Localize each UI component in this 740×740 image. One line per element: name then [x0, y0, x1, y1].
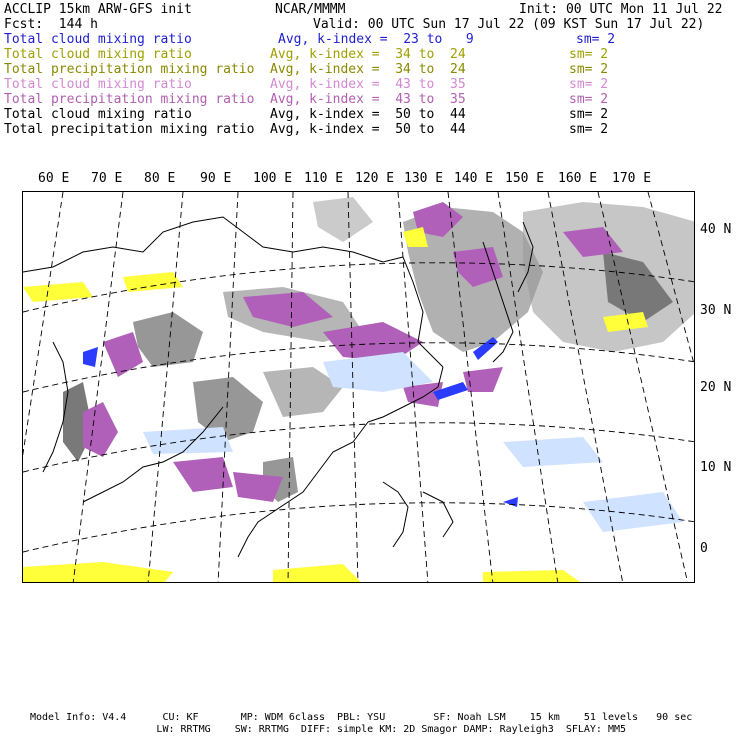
field-sm: sm= 2	[569, 62, 609, 77]
map-canvas	[23, 192, 695, 583]
field-row	[4, 32, 736, 47]
lon-label: 160 E	[558, 171, 598, 186]
lat-label: 0	[700, 541, 708, 556]
field-avg: Avg, k-index = 43 to 35	[270, 92, 466, 107]
map-panel	[22, 191, 695, 583]
field-name: Total cloud mixing ratio	[4, 47, 192, 62]
lon-label: 150 E	[505, 171, 545, 186]
field-row	[4, 77, 736, 92]
lon-label: 70 E	[91, 171, 123, 186]
lat-label: 40 N	[700, 222, 732, 237]
field-sm: sm= 2	[569, 92, 609, 107]
forecast-hour: Fcst: 144 h	[4, 17, 98, 32]
model-info-line2: LW: RRTMG SW: RRTMG DIFF: simple KM: 2D Smagor DAMP: Rayleigh3 SFLAY: MM5	[30, 724, 627, 735]
field-name: Total cloud mixing ratio	[4, 77, 192, 92]
lon-label: 110 E	[304, 171, 344, 186]
lon-label: 90 E	[200, 171, 232, 186]
lon-label: 120 E	[355, 171, 395, 186]
field-sm: sm= 2	[569, 107, 609, 122]
field-row	[4, 92, 736, 107]
lat-label: 30 N	[700, 303, 732, 318]
field-sm: sm= 2	[569, 122, 609, 137]
field-row	[4, 107, 736, 122]
lat-label: 10 N	[700, 460, 732, 475]
field-avg: Avg, k-index = 50 to 44	[270, 122, 466, 137]
field-name: Total cloud mixing ratio	[4, 32, 192, 47]
field-name: Total precipitation mixing ratio	[4, 92, 255, 107]
model-info-line1: Model Info: V4.4 CU: KF MP: WDM 6class PBL: YSU SF: Noah LSM 15 km 51 levels 90 sec	[30, 712, 693, 723]
lat-label: 20 N	[700, 380, 732, 395]
field-avg: Avg, k-index = 50 to 44	[270, 107, 466, 122]
field-sm: sm= 2	[576, 32, 616, 47]
field-avg: Avg, k-index = 23 to 9	[278, 32, 474, 47]
field-avg: Avg, k-index = 34 to 24	[270, 62, 466, 77]
field-row	[4, 62, 736, 77]
lon-label: 100 E	[253, 171, 293, 186]
lon-label: 60 E	[38, 171, 70, 186]
field-sm: sm= 2	[569, 77, 609, 92]
lon-label: 170 E	[612, 171, 652, 186]
field-row	[4, 47, 736, 62]
field-name: Total cloud mixing ratio	[4, 107, 192, 122]
field-sm: sm= 2	[569, 47, 609, 62]
lon-label: 80 E	[144, 171, 176, 186]
init-time: Init: 00 UTC Mon 11 Jul 22	[519, 2, 723, 17]
field-avg: Avg, k-index = 43 to 35	[270, 77, 466, 92]
field-name: Total precipitation mixing ratio	[4, 122, 255, 137]
field-row	[4, 122, 736, 137]
lon-label: 130 E	[404, 171, 444, 186]
model-title: ACCLIP 15km ARW-GFS init	[4, 2, 192, 17]
valid-time: Valid: 00 UTC Sun 17 Jul 22 (09 KST Sun 17 Jul 22)	[313, 17, 705, 32]
lon-label: 140 E	[454, 171, 494, 186]
field-avg: Avg, k-index = 34 to 24	[270, 47, 466, 62]
center-label: NCAR/MMMM	[275, 2, 346, 17]
field-name: Total precipitation mixing ratio	[4, 62, 255, 77]
